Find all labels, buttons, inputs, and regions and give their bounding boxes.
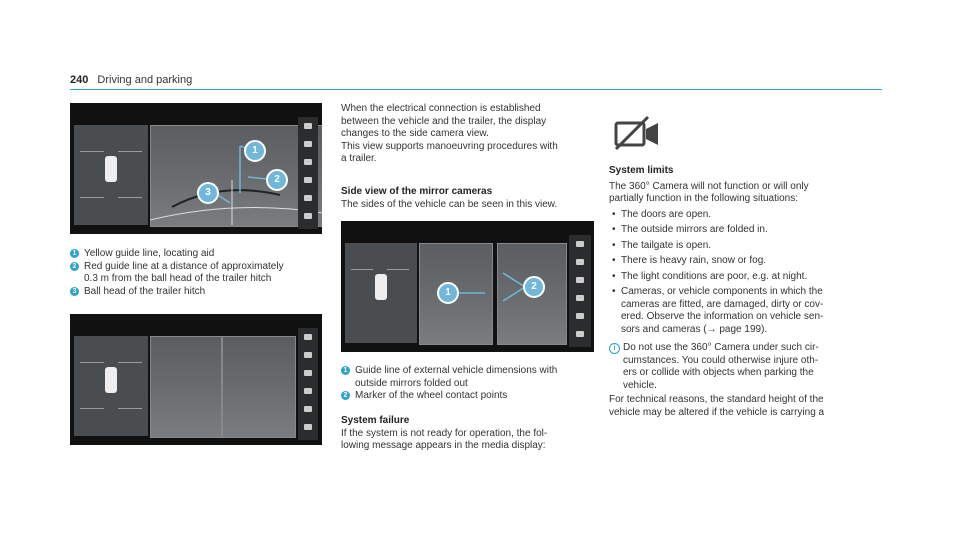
- camera-off-icon: [612, 113, 662, 153]
- note-block: i Do not use the 360° Camera under such cir- cumstances. You could otherwise injure oth- ers or collide with objects when parking the vehicle.: [609, 342, 881, 392]
- car-top-view: [105, 367, 117, 393]
- callout-badge: 1: [437, 282, 459, 304]
- closing-text: For technical reasons, the standard height of the vehicle may be altered if the vehicle is carrying a: [609, 394, 825, 418]
- page-number: 240: [70, 74, 89, 86]
- list-item: • The outside mirrors are folded in.: [609, 224, 881, 237]
- section-title: Driving and parking: [97, 74, 193, 86]
- list-item: • The light conditions are poor, e.g. at night.: [609, 271, 881, 284]
- legend-item: 1 Yellow guide line, locating aid: [70, 248, 330, 261]
- failure-section: System failure If the system is not ready for operation, the fol- lowing message appears in the media display:: [341, 415, 596, 453]
- legend-item: 1 Guide line of external vehicle dimensions with: [341, 365, 601, 378]
- view-icon: [304, 352, 312, 358]
- limits-heading: System limits: [609, 165, 674, 176]
- trailer-icon: [304, 370, 312, 376]
- legend-item: 3 Ball head of the trailer hitch: [70, 286, 330, 299]
- settings-icon: [304, 424, 312, 430]
- limits-list: [609, 209, 881, 337]
- callout-badge: 3: [197, 182, 219, 204]
- mirror-section: Side view of the mirror cameras The sides of the vehicle can be seen in this view.: [341, 186, 591, 211]
- list-item: • The tailgate is open.: [609, 240, 881, 253]
- figure-side-camera-view: [70, 314, 322, 445]
- park-icon: [304, 406, 312, 412]
- page-header: [70, 74, 192, 86]
- header-rule: [70, 89, 882, 90]
- info-icon: i: [609, 343, 620, 354]
- list-item: • Cameras, or vehicle components in which the cameras are fitted, are damaged, dirty or cov- ered. Observe the information on vehicle sen- sors and cameras (→ page 199).: [609, 286, 881, 336]
- camera-icon: [304, 334, 312, 340]
- failure-heading: System failure: [341, 415, 410, 426]
- limits-section: System limits The 360° Camera will not function or will only partially function in the following situations: • The doors are open. • The outside mirrors are folded in. • The tailgate is open. • There is heavy rain, snow or fog. • The light conditions are poor, e.g. at night. • Cameras, or vehicle components in which the cameras are fitted, are damaged, dirty or cov- ered. Observe the information on vehicle sen- sors and cameras (→ page 199). i Do not use the 360° Camera under such cir- cumstances. You could otherwise injure oth- ers or collide with objects when parking the vehicle. For technical reasons, the standard height of the vehicle may be altered if the vehicle is carrying a: [609, 165, 881, 419]
- callout-lines: [341, 221, 594, 352]
- legend-item: 2 Red guide line at a distance of approximately: [70, 261, 330, 274]
- figure-trailer-hitch-view: [70, 103, 322, 234]
- callout-badge: 2: [266, 169, 288, 191]
- figure-mirror-cameras: [341, 221, 594, 352]
- figure3-legend: 1 Guide line of external vehicle dimensions with outside mirrors folded out 2 Marker of the wheel contact points: [341, 365, 601, 403]
- legend-item: 2 Marker of the wheel contact points: [341, 390, 601, 403]
- mirror-heading: Side view of the mirror cameras: [341, 186, 493, 197]
- list-item: • The doors are open.: [609, 209, 881, 222]
- figure1-legend: 1 Yellow guide line, locating aid 2 Red guide line at a distance of approximately 0.3 m from the ball head of the trailer hitch 3 Ball head of the trailer hitch: [70, 248, 330, 298]
- callout-badge: 2: [523, 276, 545, 298]
- list-item: • There is heavy rain, snow or fog.: [609, 255, 881, 268]
- right-camera-view: [222, 336, 296, 438]
- callout-badge: 1: [244, 140, 266, 162]
- sensor-icon: [304, 388, 312, 394]
- intro-text: When the electrical connection is established between the vehicle and the trailer, the display changes to the side camera view. This view supports manoeuvring procedures with a trailer.: [341, 103, 558, 164]
- left-camera-view: [150, 336, 222, 438]
- callout-lines: [70, 103, 322, 234]
